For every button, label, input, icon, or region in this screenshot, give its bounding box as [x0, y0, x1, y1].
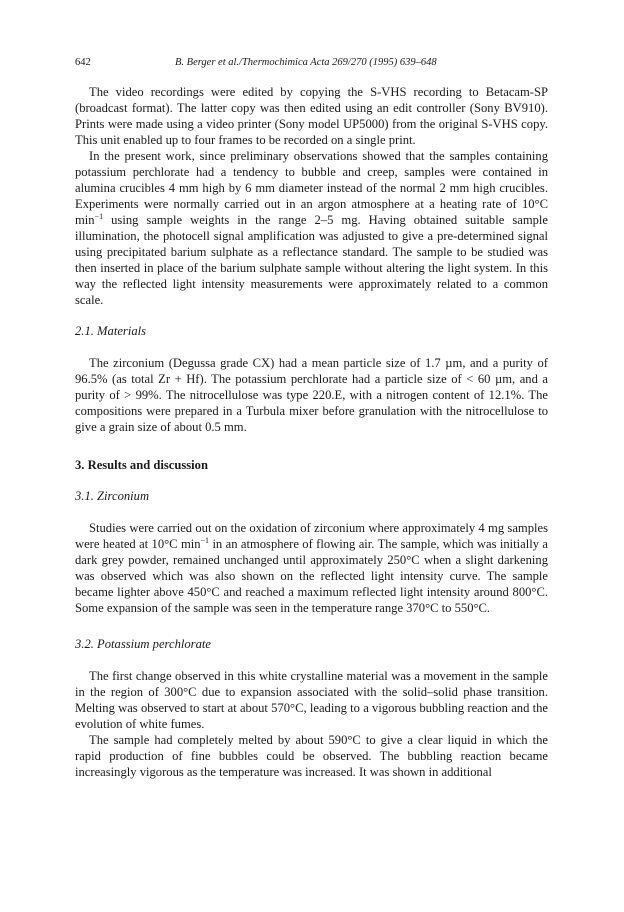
subsection-heading: 2.1. Materials — [75, 324, 147, 338]
page-number: 642 — [75, 57, 91, 68]
materials-section — [75, 323, 548, 339]
paragraph: The zirconium (Degussa grade CX) had a mean particle size of 1.7 µm, and a purity of 96.5% (as total Zr + Hf). The potassium perchlorate had a particle size of < 60 µm, and a purity of > 99%. The nitrocellulose was type 220.E, with a nitrogen content of 12.1%. The compositions were prepared in a Turbula mixer before granulation with the nitrocellulose to give a grain size of about 0.5 mm. — [75, 356, 548, 434]
subsection-heading: 3.2. Potassium perchlorate — [75, 637, 211, 651]
section-heading: 3. Results and discussion — [75, 458, 208, 472]
paragraph: The first change observed in this white crystalline material was a movement in the sample in the region of 300°C due to expansion associated with the solid–solid phase transition. Melting was observed to start at about 570°C, leading to a vigorous bubbling reaction and the evolution of white fumes. — [75, 669, 548, 731]
running-head: B. Berger et al./Thermochimica Acta 269/270 (1995) 639–648 — [175, 57, 437, 68]
paragraph: The sample had completely melted by about 590°C to give a clear liquid in which the rapid production of fine bubbles could be observed. The bubbling reaction became increasingly vigorous as the temperature was increased. It was shown in additional — [75, 733, 548, 779]
results-section — [75, 457, 548, 473]
materials-body — [75, 355, 548, 435]
perchlorate-body — [75, 668, 548, 780]
paragraph: Studies were carried out on the oxidation of zirconium where approximately 4 mg samples were heated at 10°C $\min^{-1}$ in an atmosphere of flowing air. The sample, which was initially a dark grey powder, remained unchanged until approximately 250°C when a slight darkening was observed which was also shown on the reflected light intensity curve. The sample became lighter above 450°C and reached a maximum reflected light intensity around 800°C. Some expansion of the sample was seen in the temperature range 370°C to 550°C. — [75, 521, 548, 615]
paragraph: The video recordings were edited by copying the S-VHS recording to Betacam-SP (broadcast format). The latter copy was then edited using an edit controller (Sony BV910). Prints were made using a video printer (Sony model UP5000) from the original S-VHS copy. This unit enabled up to four frames to be recorded on a single print. — [75, 85, 548, 147]
subsection-heading: 3.1. Zirconium — [75, 489, 150, 503]
paragraph: In the present work, since preliminary observations showed that the samples containing potassium perchlorate had a tendency to bubble and creep, samples were contained in alumina crucibles 4 mm high by 6 mm diameter instead of the normal 2 mm high crucibles. Experiments were normally carried out in an argon atmosphere at a heating rate of 10°C $\min^{-1} using$ sample weights in the range 2–5 mg. Having obtained suitable sample illumination, the photocell signal amplification was adjusted to give a pre-determined signal using precipitated barium sulphate as a reflectance standard. The sample to be studied was then inserted in place of the barium sulphate sample without altering the light system. In this way the reflected light intensity measurements were approximately related to a common scale. — [75, 149, 548, 307]
intro-section — [75, 84, 548, 308]
running-header — [75, 57, 548, 73]
zirconium-body — [75, 520, 548, 616]
zirconium-section — [75, 488, 548, 504]
perchlorate-section — [75, 636, 548, 652]
